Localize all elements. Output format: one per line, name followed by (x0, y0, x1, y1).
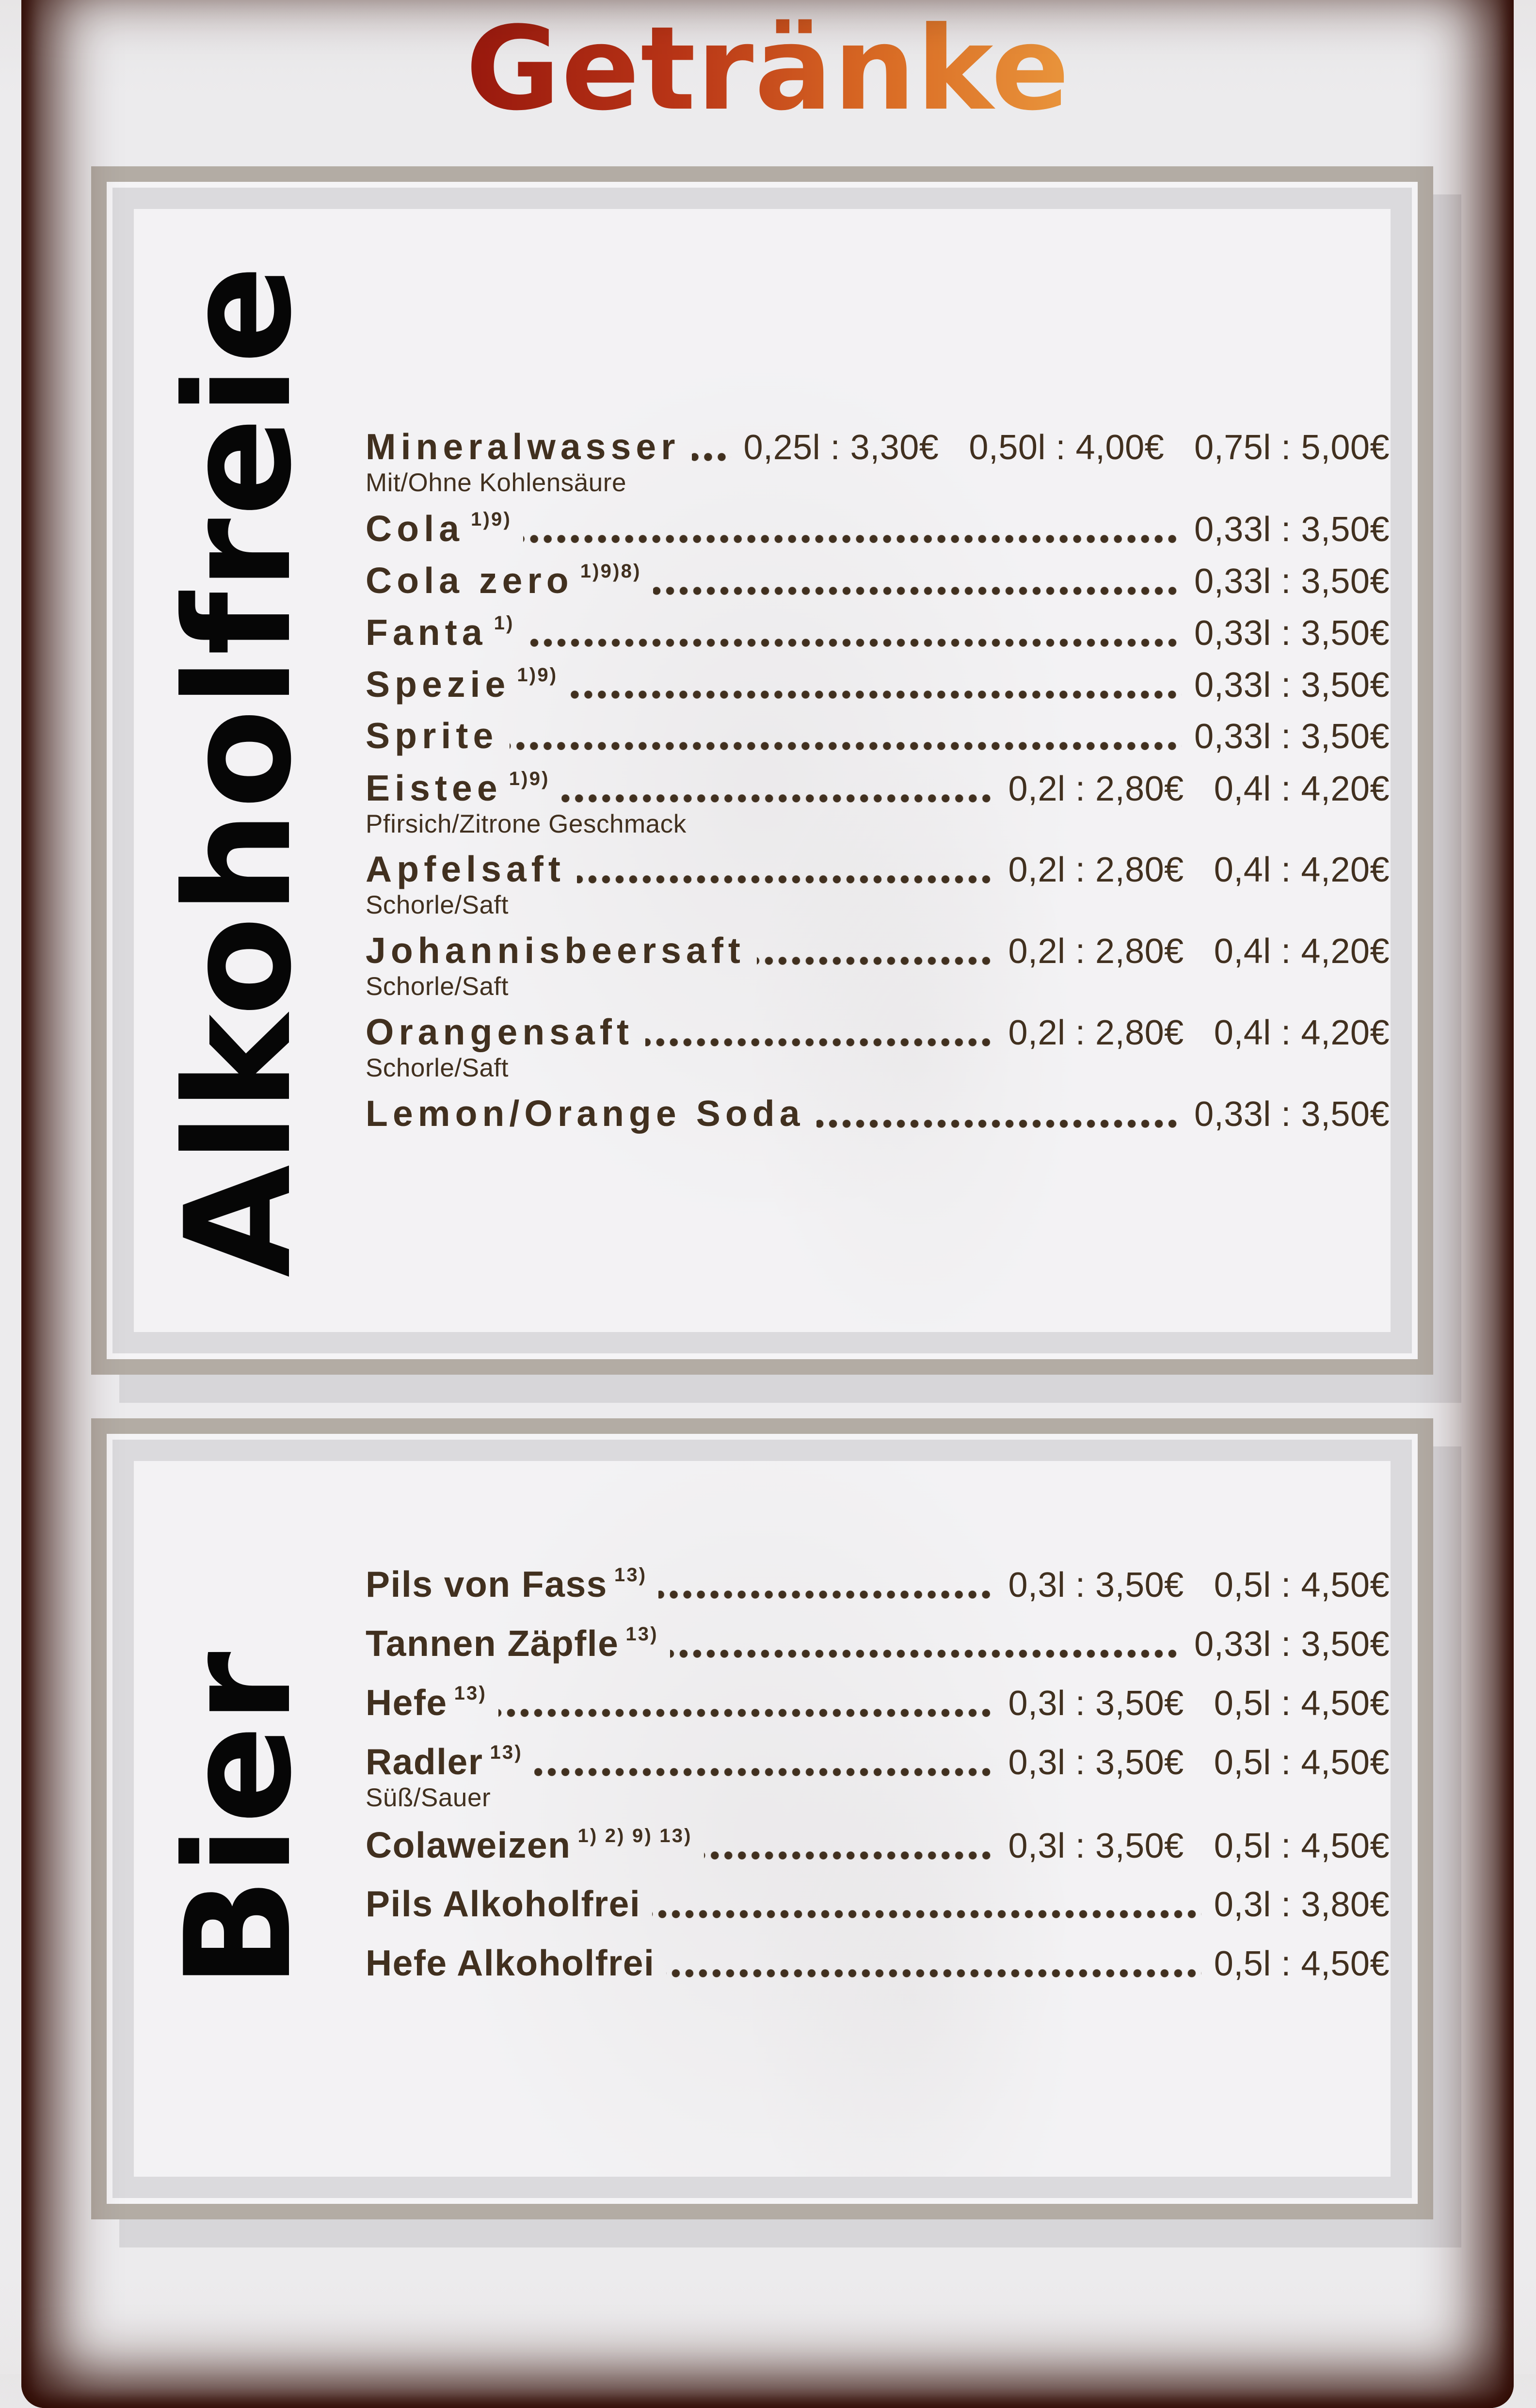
item-name: Fanta (366, 612, 487, 653)
item-name: Sprite (366, 715, 498, 756)
item-name-wrap (366, 1624, 658, 1663)
section-label-column (154, 1461, 323, 2177)
price-group (744, 430, 1390, 466)
price-group (1008, 771, 1390, 808)
item-name-wrap (366, 428, 680, 466)
menu-item (366, 1624, 1390, 1683)
price-group (1214, 1887, 1390, 1924)
dot-leader (704, 1851, 996, 1860)
item-price: 0,33l : 3,50€ (1194, 717, 1390, 756)
item-name-wrap (366, 850, 565, 888)
page-header (0, 2, 1536, 136)
item-name-wrap (366, 1742, 523, 1781)
item-subtitle: Schorle/Saft (366, 1053, 509, 1082)
item-name: Hefe Alkoholfrei (366, 1942, 655, 1983)
item-footnote-sup: 13) (490, 1742, 523, 1763)
item-row-line (366, 665, 1390, 704)
item-name-wrap (366, 1885, 640, 1923)
item-footnote-sup: 1)9) (471, 509, 512, 530)
item-row-line (366, 1624, 1390, 1663)
price-group (1194, 563, 1390, 600)
item-name: Johannisbeersaft (366, 930, 746, 971)
item-price: 0,33l : 3,50€ (1194, 1625, 1390, 1664)
menu-item (366, 509, 1390, 561)
item-name-wrap (366, 769, 550, 807)
dot-leader (526, 639, 1182, 647)
item-subtitle: Schorle/Saft (366, 972, 509, 1001)
item-name-wrap (366, 665, 558, 704)
page-title: Getränke (465, 2, 1071, 136)
item-row-line (366, 428, 1390, 466)
item-row-line (366, 1683, 1390, 1722)
price-group (1194, 1096, 1390, 1133)
menu-item (366, 428, 1390, 509)
item-footnote-sup: 1) (494, 612, 514, 634)
item-price: 0,33l : 3,50€ (1194, 666, 1390, 705)
item-name: Hefe (366, 1682, 448, 1723)
item-price: 0,50l : 4,00€ (969, 428, 1165, 467)
menu-item (366, 665, 1390, 717)
item-price: 0,3l : 3,50€ (1008, 1684, 1184, 1723)
price-group (1008, 1745, 1390, 1782)
section-label-column (154, 209, 323, 1332)
menu-item (366, 1826, 1390, 1885)
menu-item (366, 769, 1390, 850)
item-name: Apfelsaft (366, 849, 565, 889)
item-name: Cola zero (366, 560, 574, 601)
item-name-wrap (366, 1826, 692, 1864)
item-price: 0,4l : 4,20€ (1214, 1013, 1390, 1052)
price-group (1194, 719, 1390, 755)
item-row-line (366, 1944, 1390, 1983)
item-row-line (366, 769, 1390, 808)
item-row-line (366, 1094, 1390, 1133)
menu-item (366, 1944, 1390, 2003)
dot-leader (534, 1768, 996, 1776)
menu-item (366, 561, 1390, 613)
item-price: 0,33l : 3,50€ (1194, 562, 1390, 601)
menu-item (366, 931, 1390, 1013)
dot-leader (561, 794, 996, 803)
dot-leader (653, 587, 1182, 595)
dot-leader (498, 1709, 995, 1717)
item-price: 0,2l : 2,80€ (1008, 1013, 1184, 1052)
item-price: 0,75l : 5,00€ (1194, 428, 1390, 467)
item-row-line (366, 1885, 1390, 1924)
item-subtitle: Mit/Ohne Kohlensäure (366, 468, 626, 497)
item-price: 0,2l : 2,80€ (1008, 851, 1184, 889)
item-row-line (366, 613, 1390, 652)
menu-item (366, 850, 1390, 931)
price-group (1214, 1946, 1390, 1983)
item-name: Eistee (366, 768, 502, 808)
item-price: 0,33l : 3,50€ (1194, 1095, 1390, 1134)
menu-item (366, 1565, 1390, 1624)
item-footnote-sup: 13) (614, 1564, 647, 1586)
item-price: 0,3l : 3,50€ (1008, 1743, 1184, 1782)
item-name: Spezie (366, 664, 511, 705)
price-group (1194, 667, 1390, 704)
section-inner-frame (112, 188, 1412, 1353)
item-footnote-sup: 1) 2) 9) 13) (577, 1825, 692, 1846)
item-name-wrap (366, 1094, 805, 1133)
item-name: Orangensaft (366, 1011, 634, 1052)
item-price: 0,2l : 2,80€ (1008, 932, 1184, 971)
item-price: 0,33l : 3,50€ (1194, 510, 1390, 549)
price-group (1008, 1686, 1390, 1722)
item-name-wrap (366, 561, 641, 600)
item-name-wrap (366, 717, 498, 755)
item-price: 0,5l : 4,50€ (1214, 1827, 1390, 1865)
item-price: 0,3l : 3,50€ (1008, 1827, 1184, 1865)
item-name-wrap (366, 1565, 647, 1604)
price-group (1008, 852, 1390, 889)
item-name-wrap (366, 1683, 487, 1722)
item-price: 0,4l : 4,20€ (1214, 851, 1390, 889)
price-group (1194, 1626, 1390, 1663)
item-row-line (366, 931, 1390, 970)
item-row-line (366, 1742, 1390, 1782)
menu-item (366, 1742, 1390, 1826)
dot-leader (577, 875, 995, 883)
item-price: 0,25l : 3,30€ (743, 428, 939, 467)
price-group (1194, 615, 1390, 652)
item-footnote-sup: 13) (454, 1683, 487, 1704)
item-name-wrap (366, 1013, 634, 1051)
dot-leader (816, 1120, 1182, 1128)
item-list (366, 209, 1390, 1146)
dot-leader (670, 1650, 1182, 1658)
item-name-wrap (366, 1944, 655, 1982)
item-name-wrap (366, 613, 514, 652)
item-subtitle: Schorle/Saft (366, 890, 509, 919)
item-name: Colaweizen (366, 1825, 571, 1865)
item-row-line (366, 509, 1390, 548)
item-price: 0,3l : 3,50€ (1008, 1566, 1184, 1605)
item-subtitle: Pfirsich/Zitrone Geschmack (366, 809, 687, 838)
menu-item (366, 717, 1390, 769)
price-group (1008, 1828, 1390, 1865)
item-row-line (366, 1013, 1390, 1052)
item-price: 0,5l : 4,50€ (1214, 1944, 1390, 1983)
section-inner-frame (112, 1440, 1412, 2198)
section-label: Alkoholfreie (154, 263, 323, 1278)
item-price: 0,33l : 3,50€ (1194, 614, 1390, 653)
menu-item (366, 1094, 1390, 1146)
item-footnote-sup: 13) (625, 1623, 658, 1645)
item-name: Pils von Fass (366, 1564, 608, 1605)
item-footnote-sup: 1)9)8) (580, 561, 641, 582)
section-content (134, 1461, 1391, 2177)
item-price: 0,3l : 3,80€ (1214, 1885, 1390, 1924)
dot-leader (757, 957, 995, 965)
item-row-line (366, 561, 1390, 600)
item-list (366, 1461, 1390, 2003)
menu-item (366, 1683, 1390, 1742)
item-name-wrap (366, 509, 512, 548)
section-bier (91, 1418, 1433, 2219)
item-name: Radler (366, 1741, 483, 1782)
price-group (1008, 933, 1390, 970)
item-price: 0,5l : 4,50€ (1214, 1566, 1390, 1605)
item-row-line (366, 717, 1390, 755)
item-footnote-sup: 1)9) (509, 768, 550, 789)
price-group (1008, 1567, 1390, 1604)
item-row-line (366, 1565, 1390, 1604)
item-name: Tannen Zäpfle (366, 1623, 619, 1664)
item-price: 0,4l : 4,20€ (1214, 770, 1390, 808)
menu-item (366, 613, 1390, 665)
item-price: 0,4l : 4,20€ (1214, 932, 1390, 971)
price-group (1194, 512, 1390, 548)
item-row-line (366, 1826, 1390, 1865)
item-name: Cola (366, 508, 464, 549)
menu-item (366, 1885, 1390, 1944)
item-footnote-sup: 1)9) (517, 664, 558, 686)
dot-leader (666, 1969, 1201, 1977)
item-name-wrap (366, 931, 745, 970)
item-price: 0,5l : 4,50€ (1214, 1684, 1390, 1723)
menu-item (366, 1013, 1390, 1094)
item-row-line (366, 850, 1390, 889)
dot-leader (652, 1910, 1201, 1918)
item-price: 0,5l : 4,50€ (1214, 1743, 1390, 1782)
item-subtitle: Süß/Sauer (366, 1783, 491, 1812)
dot-leader (658, 1590, 995, 1599)
section-content (134, 209, 1391, 1332)
dot-leader (523, 535, 1182, 543)
price-group (1008, 1015, 1390, 1052)
dot-leader (510, 742, 1182, 750)
item-name: Pils Alkoholfrei (366, 1883, 641, 1924)
dot-leader (569, 690, 1182, 699)
dot-leader (692, 453, 731, 461)
item-name: Mineralwasser (366, 426, 680, 467)
dot-leader (645, 1038, 995, 1046)
item-price: 0,2l : 2,80€ (1008, 770, 1184, 808)
section-alkoholfreie (91, 166, 1433, 1375)
section-label: Bier (154, 1649, 323, 1989)
item-name: Lemon/Orange Soda (366, 1093, 805, 1134)
